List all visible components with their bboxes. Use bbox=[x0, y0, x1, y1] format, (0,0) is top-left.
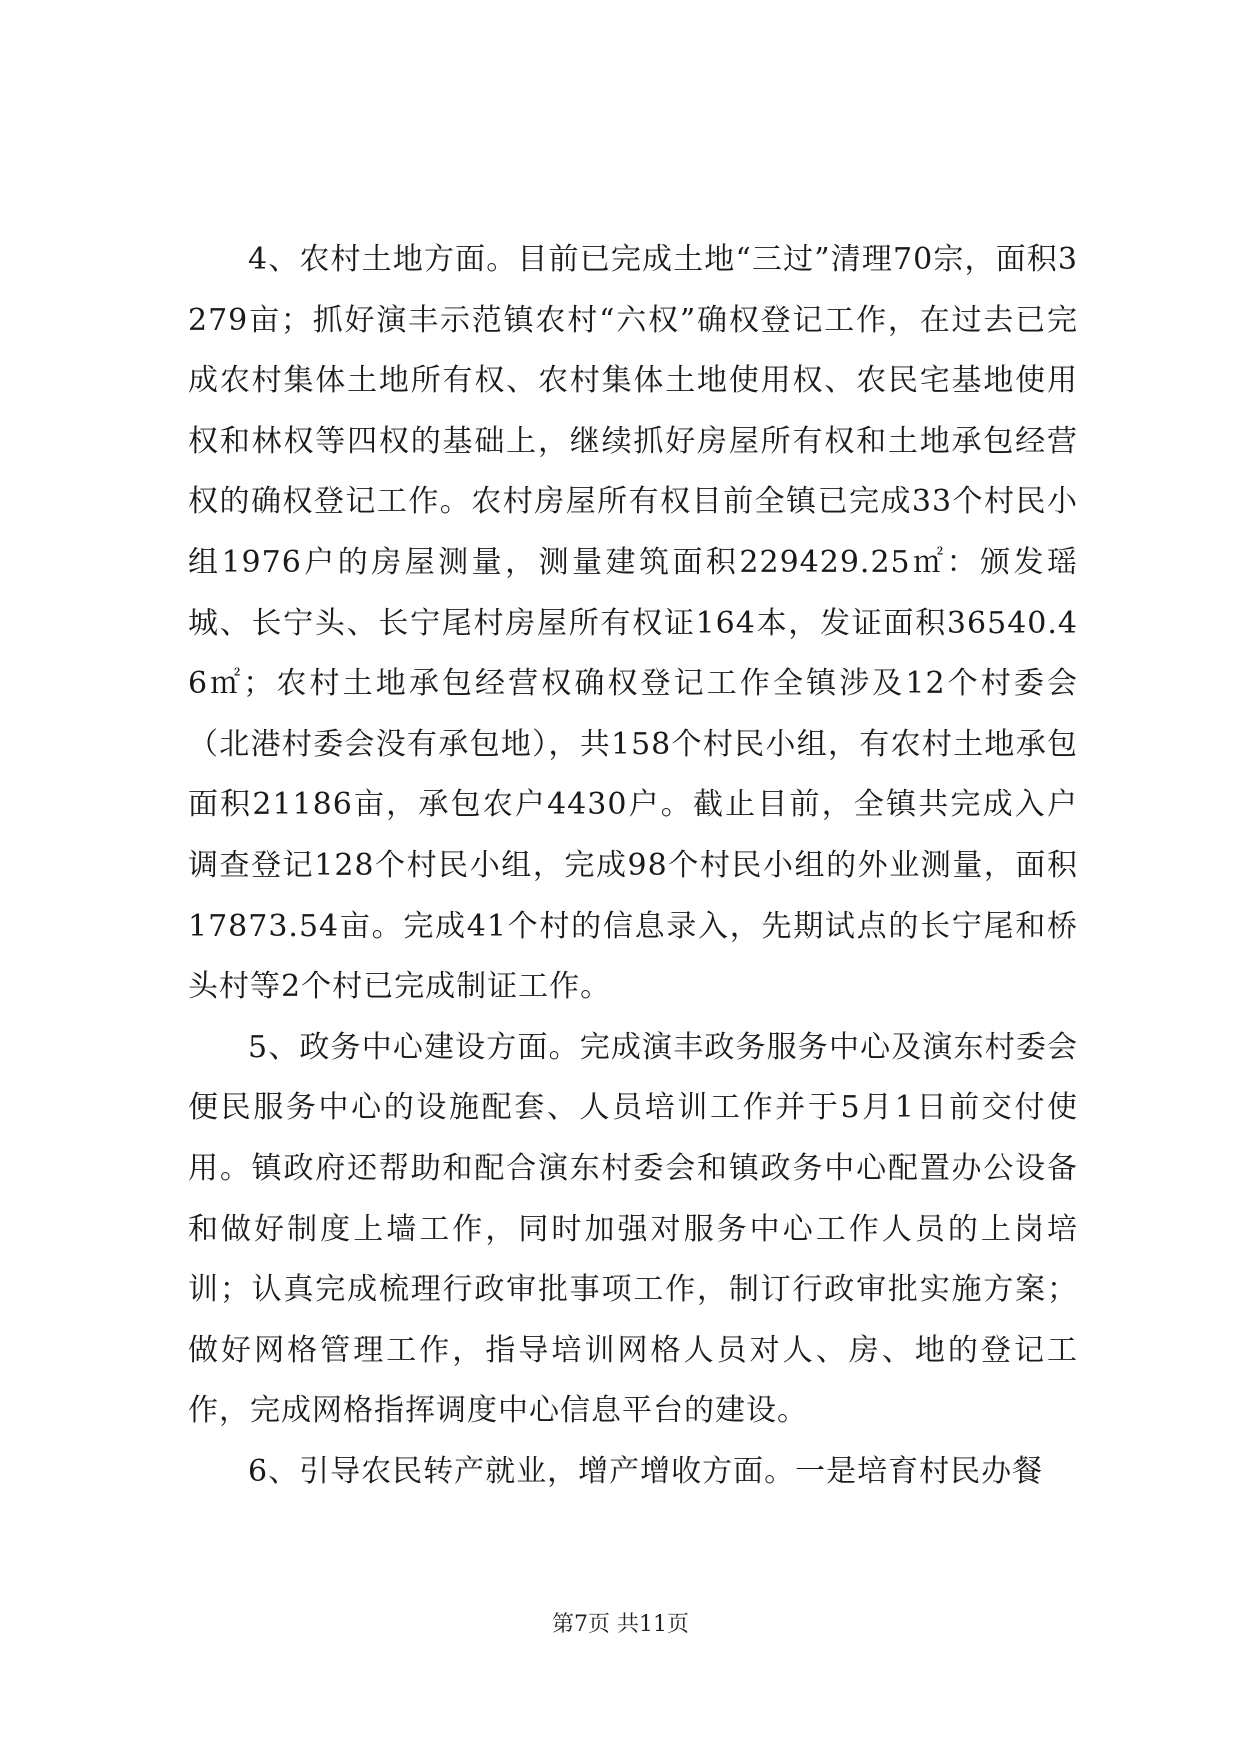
document-body bbox=[188, 230, 1078, 1502]
page-number-indicator: 第7页 共11页 bbox=[552, 1612, 689, 1637]
paragraph-employment: 6、引导农民转产就业，增产增收方面。一是培育村民办餐 bbox=[248, 1453, 1044, 1489]
page-footer bbox=[0, 1610, 1241, 1640]
paragraph-government-center: 5、政务中心建设方面。完成演丰政务服务中心及演东村委会便民服务中心的设施配套、人员培训工作并于5月1日前交付使用。镇政府还帮助和配合演东村委会和镇政务中心配置办公设备和做好制度上墙工作，同时加强对服务中心工作人员的上岗培训；认真完成梳理行政审批事项工作，制订行政审批实施方案；做好网格管理工作，指导培训网格人员对人、房、地的登记工作，完成网格指挥调度中心信息平台的建设。 bbox=[188, 1029, 1078, 1429]
paragraph-rural-land: 4、农村土地方面。目前已完成土地“三过”清理70宗，面积3279亩；抓好演丰示范镇农村“六权”确权登记工作，在过去已完成农村集体土地所有权、农村集体土地使用权、农民宅基地使用权和林权等四权的基础上，继续抓好房屋所有权和土地承包经营权的确权登记工作。农村房屋所有权目前全镇已完成33个村民小组1976户的房屋测量，测量建筑面积229429.25㎡：颁发瑶城、长宁头、长宁尾村房屋所有权证164本，发证面积36540.46㎡；农村土地承包经营权确权登记工作全镇涉及12个村委会（北港村委会没有承包地），共158个村民小组，有农村土地承包面积21186亩，承包农户4430户。截止目前，全镇共完成入户调查登记128个村民小组，完成98个村民小组的外业测量，面积17873.54亩。完成41个村的信息录入，先期试点的长宁尾和桥头村等2个村已完成制证工作。 bbox=[188, 242, 1078, 1005]
